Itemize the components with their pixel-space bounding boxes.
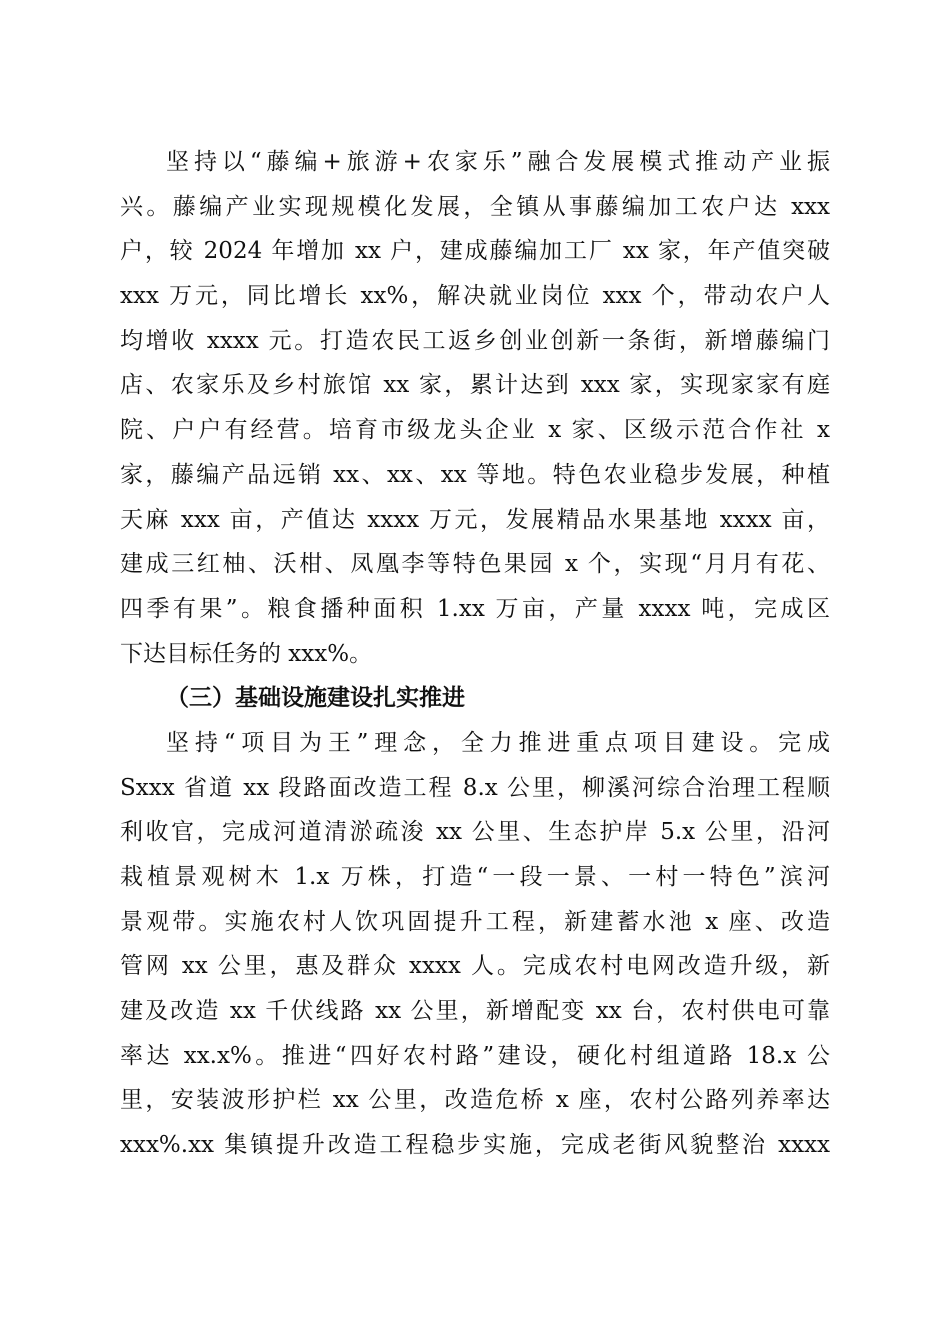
paragraph-infrastructure bbox=[120, 721, 830, 1168]
text-line: 家，藤编产品远销 xx、xx、xx 等地。特色农业稳步发展，种植 bbox=[120, 461, 830, 488]
text-line: 坚持“项目为王”理念，全力推进重点项目建设。完成 bbox=[166, 729, 830, 756]
text-line: 利收官，完成河道清淤疏浚 xx 公里、生态护岸 5.x 公里，沿河 bbox=[120, 819, 830, 846]
text-line: 户，较 2024 年增加 xx 户，建成藤编加工厂 xx 家，年产值突破 bbox=[120, 238, 830, 265]
paragraph-industry bbox=[120, 140, 830, 676]
section-heading: （三）基础设施建设扎实推进 bbox=[166, 684, 465, 712]
text-line: 店、农家乐及乡村旅馆 xx 家，累计达到 xxx 家，实现家家有庭 bbox=[120, 372, 830, 399]
document-body bbox=[120, 140, 830, 1168]
text-line: 建成三红柚、沃柑、凤凰李等特色果园 x 个，实现“月月有花、 bbox=[120, 551, 830, 578]
text-line: 院、户户有经营。培育市级龙头企业 x 家、区级示范合作社 x bbox=[120, 417, 830, 444]
text-line: 建及改造 xx 千伏线路 xx 公里，新增配变 xx 台，农村供电可靠 bbox=[120, 998, 830, 1025]
text-line: 兴。藤编产业实现规模化发展，全镇从事藤编加工农户达 xxx bbox=[120, 193, 830, 220]
text-line: Sxxx 省道 xx 段路面改造工程 8.x 公里，柳溪河综合治理工程顺 bbox=[120, 774, 830, 801]
text-line: xxx 万元，同比增长 xx%，解决就业岗位 xxx 个，带动农户人 bbox=[120, 283, 830, 310]
text-line: 坚持以“藤编+旅游+农家乐”融合发展模式推动产业振 bbox=[166, 149, 830, 175]
text-line: 下达目标任务的 xxx%。 bbox=[120, 640, 373, 667]
text-line: xxx%.xx 集镇提升改造工程稳步实施，完成老街风貌整治 xxxx bbox=[120, 1132, 830, 1159]
text-line: 天麻 xxx 亩，产值达 xxxx 万元，发展精品水果基地 xxxx 亩， bbox=[120, 506, 830, 533]
text-line: 栽植景观树木 1.x 万株，打造“一段一景、一村一特色”滨河 bbox=[120, 864, 830, 890]
text-line: 管网 xx 公里，惠及群众 xxxx 人。完成农村电网改造升级，新 bbox=[120, 953, 830, 980]
text-line: 里，安装波形护栏 xx 公里，改造危桥 x 座，农村公路列养率达 bbox=[120, 1087, 830, 1114]
text-line: 率达 xx.x%。推进“四好农村路”建设，硬化村组道路 18.x 公 bbox=[120, 1042, 830, 1069]
text-line: 景观带。实施农村人饮巩固提升工程，新建蓄水池 x 座、改造 bbox=[120, 908, 830, 935]
text-line: 均增收 xxxx 元。打造农民工返乡创业创新一条街，新增藤编门 bbox=[120, 327, 830, 354]
text-line: 四季有果”。粮食播种面积 1.xx 万亩，产量 xxxx 吨，完成区 bbox=[120, 595, 830, 622]
